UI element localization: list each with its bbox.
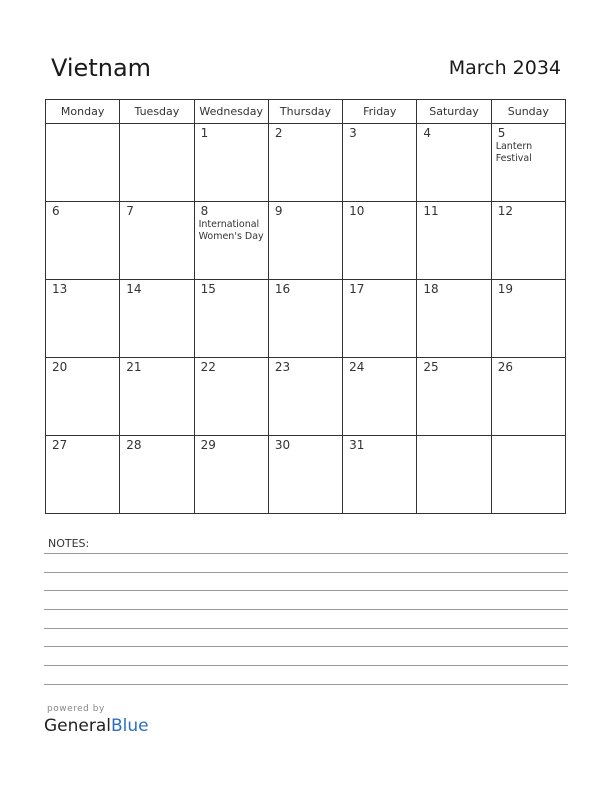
day-cell [120,202,194,280]
weekday-header: Wednesday [194,100,268,124]
notes-line [44,665,568,666]
week-row [46,124,566,202]
powered-by-text: powered by [47,704,105,714]
day-number: 3 [349,126,357,140]
day-cell [343,436,417,514]
weekday-header: Saturday [417,100,491,124]
day-cell [343,358,417,436]
notes-line [44,572,568,573]
day-number: 1 [200,126,209,140]
day-cell [268,280,342,358]
holiday-event: International Women's Day [198,219,264,242]
day-cell [343,124,417,202]
weekday-header: Sunday [491,100,565,124]
day-cell [120,124,194,202]
generalblue-logo [44,716,149,736]
day-cell [46,436,120,514]
day-cell [268,124,342,202]
weekday-header: Thursday [268,100,342,124]
day-cell [417,280,491,358]
day-number: 16 [274,282,291,296]
day-number: 4 [423,126,432,140]
day-number: 24 [349,360,365,374]
day-cell [120,280,194,358]
day-number: 13 [52,282,68,296]
day-number: 8 [200,204,209,218]
week-row [46,280,566,358]
day-cell [46,280,120,358]
weekday-header: Friday [343,100,417,124]
calendar-month-title: March 2034 [448,57,561,79]
day-cell [120,358,194,436]
day-number: 18 [423,282,439,296]
day-cell [417,436,491,514]
day-number: 11 [423,204,439,218]
notes-line [44,646,568,647]
day-number: 15 [200,282,216,296]
day-cell [343,280,417,358]
day-number: 26 [497,360,513,374]
day-number: 7 [126,204,134,218]
day-cell [268,202,342,280]
day-number: 2 [274,126,283,140]
day-cell [46,124,120,202]
day-number: 23 [274,360,291,374]
week-row [46,202,566,280]
day-cell [194,124,268,202]
notes-line [44,590,568,591]
day-cell [46,202,120,280]
day-cell [491,202,565,280]
day-cell [417,202,491,280]
day-cell [491,280,565,358]
notes-label: NOTES: [48,537,90,550]
day-cell [46,358,120,436]
day-cell [417,358,491,436]
day-number: 20 [52,360,68,374]
day-number: 28 [126,438,142,452]
weekday-header: Monday [46,100,120,124]
day-cell [491,358,565,436]
day-number: 6 [52,204,60,218]
holiday-event: Lantern Festival [495,141,533,164]
day-cell [491,436,565,514]
day-number: 21 [126,360,142,374]
day-cell [194,202,268,280]
day-cell [120,436,194,514]
day-number: 22 [200,360,216,374]
day-cell [491,124,565,202]
notes-line [44,553,568,554]
day-cell [343,202,417,280]
day-number: 12 [497,204,513,218]
day-number: 10 [349,204,365,218]
day-number: 9 [274,204,283,218]
day-number: 27 [52,438,68,452]
day-number: 5 [497,126,506,140]
notes-line [44,684,568,685]
calendar-country-title: Vietnam [51,54,152,82]
day-number: 25 [423,360,439,374]
logo-general-text: General [44,716,111,736]
logo-blue-text: Blue [111,716,149,736]
day-number: 19 [497,282,513,296]
day-number: 29 [200,438,216,452]
day-cell [194,436,268,514]
day-number: 17 [349,282,365,296]
day-cell [417,124,491,202]
day-cell [268,436,342,514]
notes-line [44,609,568,610]
day-cell [268,358,342,436]
day-number: 14 [126,282,142,296]
week-row [46,436,566,514]
day-number: 30 [274,438,291,452]
weekday-header-row [46,100,566,124]
weekday-header: Tuesday [120,100,194,124]
notes-line [44,628,568,629]
calendar-grid [45,99,566,514]
day-cell [194,280,268,358]
day-cell [194,358,268,436]
day-number: 31 [349,438,365,452]
week-row [46,358,566,436]
